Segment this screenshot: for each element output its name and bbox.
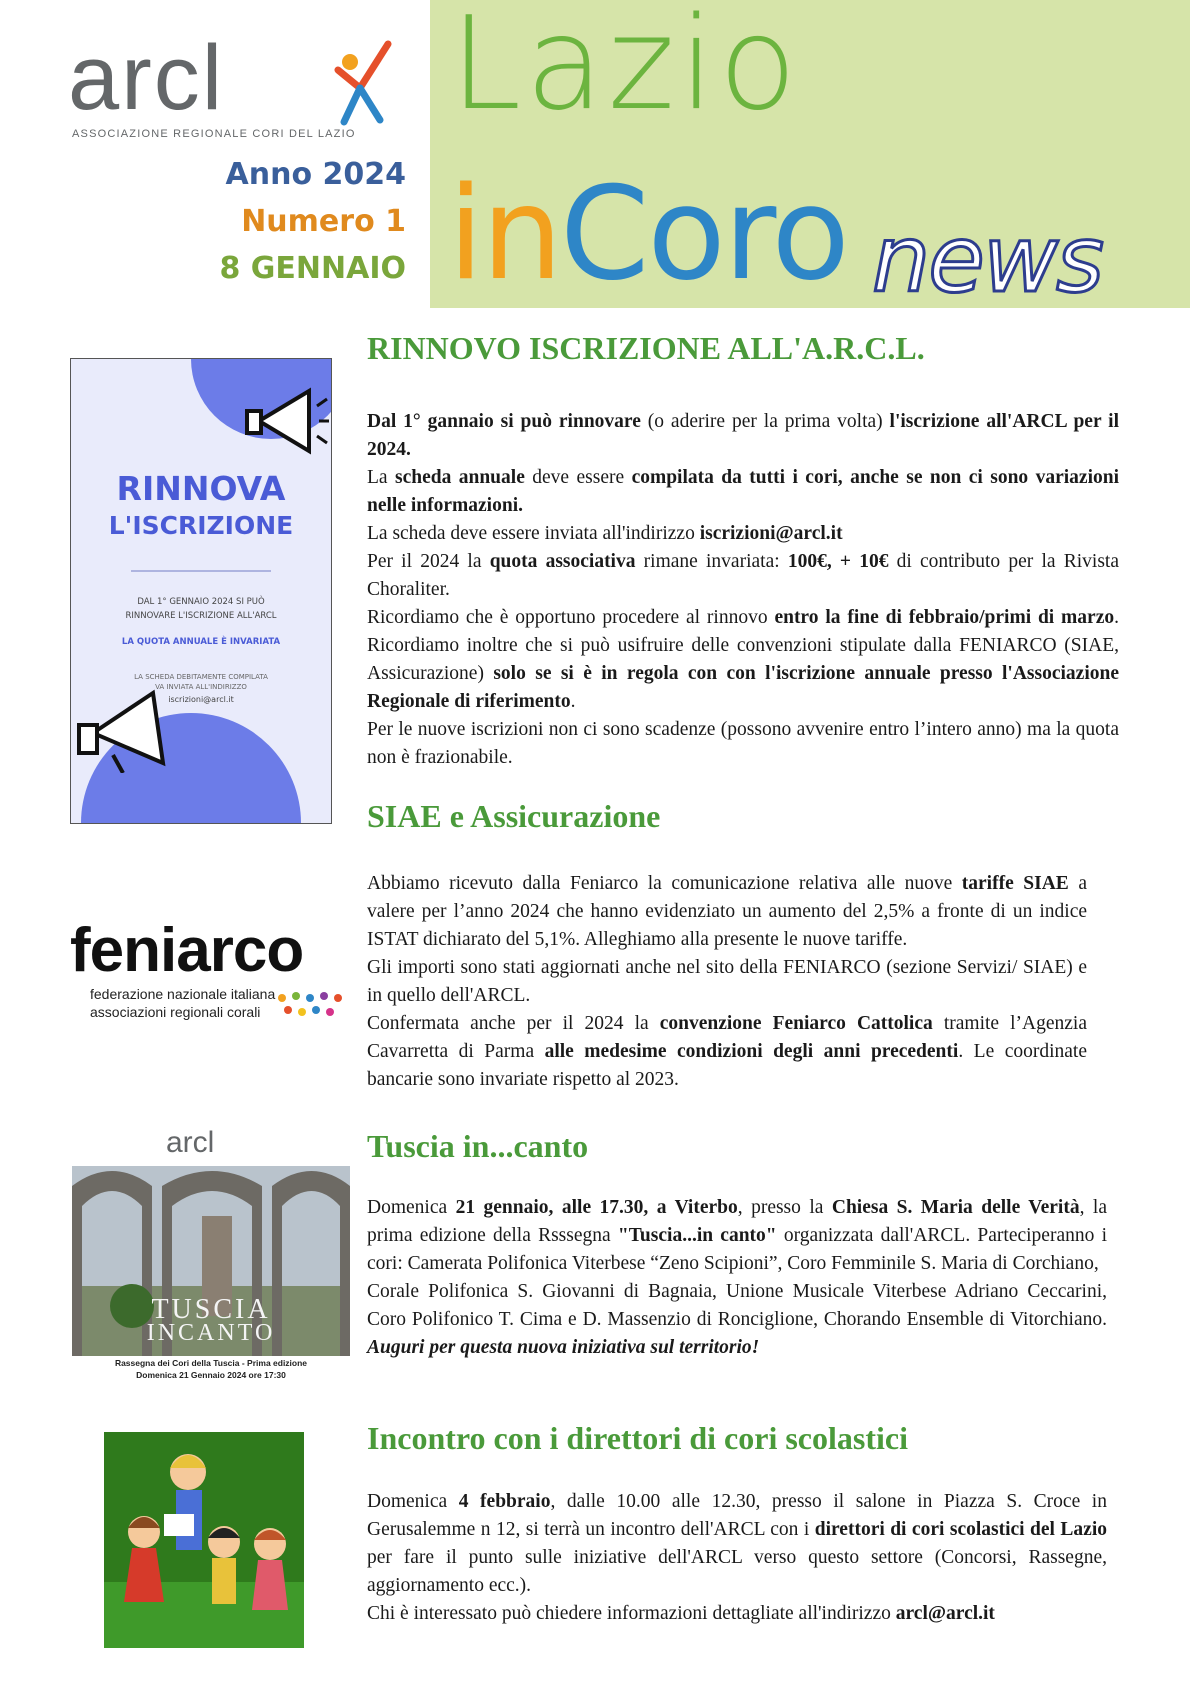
issue-date: 8 GENNAIO	[219, 251, 406, 286]
paragraph: La scheda annuale deve essere compilata da tutti i cori, anche se non ci sono variazioni nelle informazioni.	[367, 467, 1119, 516]
title-lazio: Lazio	[450, 0, 801, 139]
poster-heading-2: L'ISCRIZIONE	[108, 511, 294, 540]
poster-text-6: iscrizioni@arcl.it	[168, 695, 234, 704]
section-body-siae	[367, 870, 1087, 1094]
tuscia-arcl-logo: arcl	[166, 1126, 215, 1159]
children-choir-drawing	[104, 1432, 304, 1648]
renewal-poster-image	[70, 358, 332, 824]
paragraph: Ricordiamo che è opportuno procedere al rinnovo entro la fine di febbraio/primi di marzo. Ricordiamo inoltre che si può usifruire delle convenzioni stipulate dalla FENIARCO (SIAE, Assicurazione) solo se si è in regola con con l'iscrizione annuale presso l'Associazione Regionale di riferimento.	[367, 607, 1120, 712]
poster-text-5: VA INVIATA ALL'INDIRIZZO	[155, 683, 247, 691]
section-body-incontro	[367, 1488, 1107, 1628]
tuscia-poster-image	[72, 1126, 350, 1380]
section-title-siae: SIAE e Assicurazione	[367, 798, 661, 834]
singing-children-illustration	[104, 1432, 304, 1648]
megaphone-icon	[239, 381, 329, 461]
paragraph: Abbiamo ricevuto dalla Feniarco la comunicazione relativa alle nuove tariffe SIAE a valere per l’anno 2024 che hanno evidenziato un aumento del 2,5% a fronte di un indice ISTAT dichiarato del 5,1%. Alleghiamo alla presente le nuove tariffe.	[367, 873, 1088, 950]
issue-year: Anno 2024	[225, 157, 406, 192]
section-title-incontro: Incontro con i direttori di cori scolastici	[367, 1420, 908, 1456]
singer-figure-icon	[330, 40, 400, 130]
poster-heading-1: RINNOVA	[116, 469, 286, 508]
paragraph: Chi è interessato può chiedere informazioni dettagliate all'indirizzo arcl@arcl.it	[367, 1603, 995, 1624]
section-body-tuscia	[367, 1194, 1107, 1362]
tuscia-title-1: TUSCIA	[151, 1294, 271, 1325]
tuscia-caption-1: Rassegna dei Cori della Tuscia - Prima edizione	[114, 1358, 308, 1368]
paragraph: Per il 2024 la quota associativa rimane invariata: 100€, + 10€ di contributo per la Rivista Choraliter.	[367, 551, 1119, 600]
poster-text-1: DAL 1° GENNAIO 2024 SI PUÒ	[137, 597, 265, 607]
paragraph: Gli importi sono stati aggiornati anche nel sito della FENIARCO (sezione Servizi/ SIAE) e in quello dell'ARCL.	[367, 957, 1087, 1006]
title-news: news	[872, 206, 1103, 313]
paragraph: Per le nuove iscrizioni non ci sono scadenze (possono avvenire entro l’intero anno) ma la quota non è frazionabile.	[367, 719, 1119, 768]
arcl-logo	[68, 27, 408, 140]
colored-dots-icon	[274, 990, 354, 1020]
poster-text-3: LA QUOTA ANNUALE È INVARIATA	[121, 637, 281, 647]
issue-number: Numero 1	[241, 204, 406, 239]
paragraph: Domenica 21 gennaio, alle 17.30, a Viterbo, presso la Chiesa S. Maria delle Verità, la prima edizione della Rsssegna "Tuscia...in canto" organizzata dall'ARCL. Parteciperanno i cori: Camerata Polifonica Viterbese “Zeno Scipioni”, Coro Femminile S. Maria di Corchiano,	[367, 1197, 1107, 1274]
section-title-rinnovo: RINNOVO ISCRIZIONE ALL'A.R.C.L.	[367, 330, 925, 366]
tuscia-caption-2: Domenica 21 Gennaio 2024 ore 17:30	[136, 1370, 286, 1380]
arcl-subtitle: ASSOCIAZIONE REGIONALE CORI DEL LAZIO	[72, 128, 356, 140]
section-title-tuscia: Tuscia in...canto	[367, 1128, 589, 1164]
arcl-wordmark: arcl	[68, 27, 225, 129]
feniarco-line1: federazione nazionale italiana	[90, 986, 276, 1002]
paragraph: La scheda deve essere inviata all'indirizzo iscrizioni@arcl.it	[367, 523, 843, 544]
poster-text-2: RINNOVARE L'ISCRIZIONE ALL'ARCL	[125, 611, 277, 621]
title-coro: Coro	[560, 160, 848, 309]
paragraph: Corale Polifonica S. Giovanni di Bagnaia, Unione Musicale Viterbese Adriano Ceccarini, Coro Polifonico T. Cima e D. Massenzio di Ronciglione, Chorando Ensemble di Vitorchiano. Auguri per questa nuova iniziativa sul territorio!	[367, 1281, 1107, 1358]
feniarco-logo	[70, 916, 354, 1020]
paragraph: Dal 1° gannaio si può rinnovare (o aderire per la prima volta) l'iscrizione all'ARCL per il 2024.	[367, 411, 1119, 460]
title-in: in	[448, 160, 561, 309]
poster-text-4: LA SCHEDA DEBITAMENTE COMPILATA	[134, 673, 268, 681]
section-body-rinnovo	[367, 408, 1119, 772]
feniarco-wordmark: feniarco	[70, 916, 304, 985]
paragraph: Confermata anche per il 2024 la convenzione Feniarco Cattolica tramite l’Agenzia Cavarretta di Parma alle medesime condizioni degli anni precedenti. Le coordinate bancarie sono invariate rispetto al 2023.	[367, 1013, 1087, 1090]
tuscia-title-2: INCANTO	[146, 1320, 276, 1346]
paragraph: Domenica 4 febbraio, dalle 10.00 alle 12.30, presso il salone in Piazza S. Croce in Gerusalemme n 12, si terrà un incontro dell'ARCL con i direttori di cori scolastici del Lazio per fare il punto sulle iniziative dell'ARCL verso questo settore (Concorsi, Rassegne, aggiornamento ecc.).	[367, 1491, 1107, 1596]
feniarco-line2: associazioni regionali corali	[90, 1004, 261, 1020]
